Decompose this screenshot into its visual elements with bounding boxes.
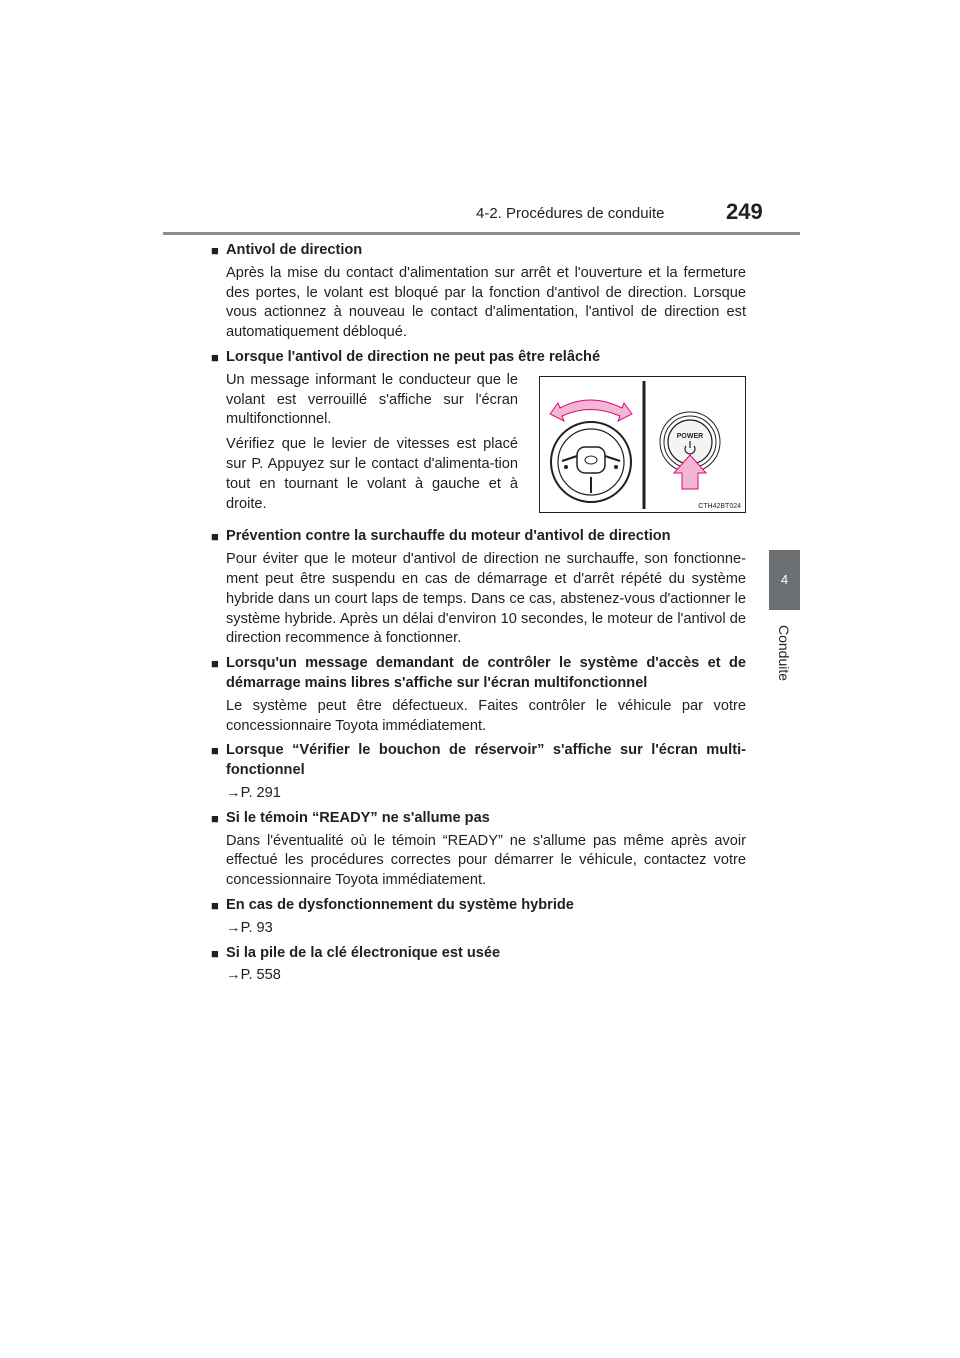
illustration-svg xyxy=(540,377,745,512)
section-antivol xyxy=(211,241,746,343)
section-paragraph: Vérifiez que le levier de vitesses est placé sur P. Appuyez sur le contact d'alimenta-tion tout en tournant le volant à gauche et à droite. xyxy=(226,436,518,512)
section-antivol-blocked xyxy=(211,348,746,519)
section-heading: ■ Lorsque “Vérifier le bouchon de réservoir” s'affiche sur l'écran multi-fonctionnel xyxy=(211,741,746,781)
section-heading: ■ Lorsque l'antivol de direction ne peut pas être relâché xyxy=(211,348,746,368)
section-overheat xyxy=(211,527,746,649)
chapter-tab: 4 xyxy=(769,550,800,610)
section-heading: ■ Antivol de direction xyxy=(211,241,746,261)
bullet-icon: ■ xyxy=(211,349,219,365)
figure-text xyxy=(226,371,518,520)
section-body: Dans l'éventualité où le témoin “READY” ne s'allume pas même après avoir effectué les procédures correctes pour démarrer le véhicule, contactez votre concessionnaire Toyota immédiatement. xyxy=(226,832,746,889)
section-heading: ■ En cas de dysfonctionnement du système hybride xyxy=(211,896,746,916)
bullet-icon: ■ xyxy=(211,810,219,826)
section-smart-access-message xyxy=(211,654,746,736)
chapter-label: Conduite xyxy=(776,624,792,682)
section-hybrid-malfunction xyxy=(211,896,746,939)
section-title: 4-2. Procédures de conduite xyxy=(476,205,665,222)
figure-code: CTH42BT024 xyxy=(698,502,741,510)
section-paragraph: Un message informant le conducteur que le volant est verrouillé s'affiche sur l'écran multifonctionnel. xyxy=(226,371,518,428)
bullet-icon: ■ xyxy=(211,945,219,961)
bullet-icon: ■ xyxy=(211,243,219,258)
steering-power-illustration xyxy=(539,376,746,513)
bullet-icon: ■ xyxy=(211,656,219,672)
section-body: Après la mise du contact d'alimentation sur arrêt et l'ouverture et la fermeture des portes, le volant est bloqué par la fonction d'antivol de direction. Lorsque vous actionnez à nouveau le contact d'alimentation, l'antivol de direction est automatiquement débloqué. xyxy=(226,264,746,341)
bullet-icon: ■ xyxy=(211,529,219,545)
section-body: Pour éviter que le moteur d'antivol de direction ne surchauffe, son fonctionne-ment peut être suspendu en cas de démarrage et d'arrêt répété du système hybride dans un court laps de temps. Dans ce cas, abstenez-vous d'actionner le système hybride. Après un délai d'environ 10 secondes, le moteur de l'antivol de direction recommence à fonctionner. xyxy=(226,551,746,647)
section-body: Le système peut être défectueux. Faites contrôler le véhicule par votre concessionnaire Toyota immédiatement. xyxy=(226,697,746,734)
section-ready-light xyxy=(211,809,746,891)
page-reference: →P. 291 xyxy=(226,784,281,801)
header-rule xyxy=(163,232,800,235)
page-content xyxy=(211,241,746,991)
section-heading: ■ Prévention contre la surchauffe du moteur d'antivol de direction xyxy=(211,527,746,547)
section-fuel-cap xyxy=(211,741,746,803)
bullet-icon: ■ xyxy=(211,743,219,759)
section-key-battery xyxy=(211,944,746,987)
section-heading: ■ Si le témoin “READY” ne s'allume pas xyxy=(211,809,746,829)
page-number: 249 xyxy=(726,199,763,224)
rotate-arrow-icon xyxy=(550,400,632,421)
power-label: POWER xyxy=(676,432,704,440)
section-heading: ■ Lorsqu'un message demandant de contrôler le système d'accès et de démarrage mains libres s'affiche sur l'écran multifonctionnel xyxy=(211,654,746,694)
page-reference: →P. 558 xyxy=(226,967,281,984)
figure-row xyxy=(226,371,746,520)
bullet-icon: ■ xyxy=(211,897,219,913)
page-reference: →P. 93 xyxy=(226,919,273,936)
section-heading: ■ Si la pile de la clé électronique est usée xyxy=(211,944,746,964)
